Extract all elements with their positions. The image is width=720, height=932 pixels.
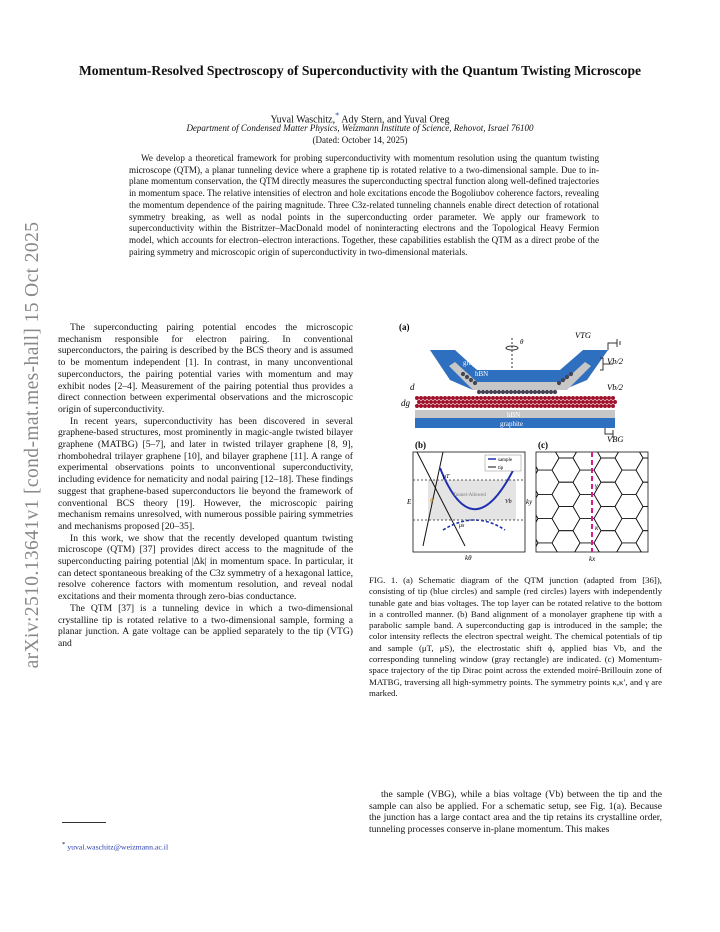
tip-atom bbox=[461, 372, 465, 376]
sample-atom bbox=[447, 396, 451, 400]
figure-svg bbox=[395, 318, 665, 573]
tip-atom bbox=[561, 378, 565, 382]
sample-atom bbox=[523, 404, 527, 408]
sample-atom bbox=[495, 396, 499, 400]
sample-atom bbox=[423, 404, 427, 408]
sample-atom bbox=[597, 400, 601, 404]
sample-atom bbox=[591, 396, 595, 400]
sample-atom bbox=[567, 396, 571, 400]
sample-atom bbox=[525, 400, 529, 404]
author-first: Yuval Waschitz, bbox=[270, 114, 336, 126]
vtg-label: VTG bbox=[575, 330, 592, 340]
tip-atom bbox=[549, 390, 553, 394]
panel-b-label: (b) bbox=[415, 440, 426, 450]
vbg-label: VBG bbox=[607, 434, 624, 444]
vb-top-label: Vb/2 bbox=[607, 356, 624, 366]
footnote-mark: * bbox=[62, 841, 66, 848]
sample-atom bbox=[443, 396, 447, 400]
sample-atom bbox=[583, 396, 587, 400]
sample-atom bbox=[445, 400, 449, 404]
axis-kx-label: kx bbox=[589, 555, 596, 563]
sample-atom bbox=[605, 400, 609, 404]
sample-atom bbox=[451, 396, 455, 400]
graphite-top-label: graphite bbox=[463, 359, 486, 367]
hbn-top-label: hBN bbox=[475, 370, 489, 378]
vb-bottom-label: Vb/2 bbox=[607, 382, 624, 392]
sample-atom bbox=[419, 396, 423, 400]
sample-atom bbox=[415, 396, 419, 400]
sample-atom bbox=[527, 396, 531, 400]
gate-battery-icon bbox=[608, 339, 620, 350]
sample-atom bbox=[589, 400, 593, 404]
sample-atom bbox=[557, 400, 561, 404]
sample-atom bbox=[507, 396, 511, 400]
tip-atom bbox=[473, 381, 477, 385]
sample-atom bbox=[519, 404, 523, 408]
hexagon bbox=[510, 555, 538, 573]
sample-atom bbox=[459, 404, 463, 408]
email-link[interactable]: yuval.waschitz@weizmann.ac.il bbox=[67, 842, 169, 852]
sample-atom bbox=[457, 400, 461, 404]
sample-atom bbox=[475, 404, 479, 408]
sample-atom bbox=[613, 400, 617, 404]
sample-atom bbox=[429, 400, 433, 404]
sample-atom bbox=[575, 396, 579, 400]
affiliation: Department of Condensed Matter Physics, Weizmann Institute of Science, Rehovot, Israel 76100 bbox=[186, 123, 534, 133]
vb-window-label: Vb bbox=[505, 499, 512, 505]
axis-e-label: E bbox=[407, 498, 412, 506]
sample-atom bbox=[499, 404, 503, 408]
sample-atom bbox=[543, 396, 547, 400]
sample-atom bbox=[443, 404, 447, 408]
sample-atom bbox=[435, 404, 439, 408]
sample-atom bbox=[491, 404, 495, 408]
sample-atom bbox=[467, 404, 471, 408]
hbn-bottom-label: hBN bbox=[507, 411, 521, 419]
tip-atom bbox=[513, 390, 517, 394]
sample-atom bbox=[499, 396, 503, 400]
sample-atom bbox=[431, 396, 435, 400]
sample-atom bbox=[521, 400, 525, 404]
tip-atom bbox=[569, 372, 573, 376]
sample-atom bbox=[469, 400, 473, 404]
paragraph: The QTM [37] is a tunneling device in which a two-dimensional crystalline tip is rotated relative to a two-dimensional sample, forming a planar junction. A gate voltage can be applied separately to the tip (VTG) and bbox=[58, 602, 353, 649]
forbidden-label: Tunnel-Allowed bbox=[453, 493, 486, 498]
sample-atom bbox=[507, 404, 511, 408]
sample-atom bbox=[563, 396, 567, 400]
sample-atom bbox=[611, 404, 615, 408]
sample-atom bbox=[527, 404, 531, 408]
tip-atom bbox=[493, 390, 497, 394]
footnote bbox=[62, 841, 168, 852]
sample-atom bbox=[595, 396, 599, 400]
author-mark: * bbox=[335, 111, 340, 120]
tip-atom bbox=[505, 390, 509, 394]
sample-atom bbox=[573, 400, 577, 404]
sample-atom bbox=[599, 396, 603, 400]
sample-atom bbox=[529, 400, 533, 404]
sample-atom bbox=[511, 396, 515, 400]
sample-atom bbox=[463, 404, 467, 408]
sample-atom bbox=[417, 400, 421, 404]
sample-atom bbox=[537, 400, 541, 404]
sample-atom bbox=[493, 400, 497, 404]
sample-atom bbox=[561, 400, 565, 404]
body-right-column bbox=[369, 789, 662, 836]
sample-atom bbox=[419, 404, 423, 408]
sample-atom bbox=[513, 400, 517, 404]
sample-atom bbox=[543, 404, 547, 408]
legend-sample: sample bbox=[498, 458, 513, 463]
sample-atom bbox=[487, 396, 491, 400]
tip-atom bbox=[481, 390, 485, 394]
sample-atom bbox=[491, 396, 495, 400]
sample-atom bbox=[489, 400, 493, 404]
tip-atom bbox=[477, 390, 481, 394]
sample-atom bbox=[455, 404, 459, 408]
paragraph: the sample (VBG), while a bias voltage (Vb) between the tip and the sample can also be applied. For a schematic setup, see Fig. 1(a). Because the junction has a large contact area and the tip retains its crystalline order, tunneling processes conserve in-plane momentum. This makes bbox=[369, 789, 662, 836]
mu-s-label: μs bbox=[459, 523, 465, 529]
paragraph: In this work, we show that the recently developed quantum twisting microscope (QTM) [37] provides direct access to the magnitude of the superconducting pairing potential |Δk| in momentum space. In particular, it can detect spontaneous breaking of the C3z symmetry of a hexagonal lattice, resolve coherence factors with momentum resolution, and reveal nodal excitations and their momenta through zero-bias conductance. bbox=[58, 532, 353, 603]
tip-atom bbox=[521, 390, 525, 394]
sample-atom bbox=[559, 404, 563, 408]
footnote-rule bbox=[62, 822, 106, 823]
tip-atom bbox=[469, 378, 473, 382]
sample-atom bbox=[523, 396, 527, 400]
sample-atoms bbox=[415, 396, 617, 408]
sample-atom bbox=[481, 400, 485, 404]
sample-atom bbox=[473, 400, 477, 404]
sample-atom bbox=[497, 400, 501, 404]
sample-atom bbox=[541, 400, 545, 404]
sample-atom bbox=[483, 404, 487, 408]
sample-atom bbox=[575, 404, 579, 408]
sample-atom bbox=[441, 400, 445, 404]
sample-atom bbox=[531, 396, 535, 400]
tip-atom bbox=[501, 390, 505, 394]
sample-atom bbox=[539, 396, 543, 400]
hexagon bbox=[636, 555, 664, 573]
sample-atom bbox=[471, 404, 475, 408]
sample-atom bbox=[603, 404, 607, 408]
theta-label: θ bbox=[520, 338, 524, 346]
sample-atom bbox=[547, 404, 551, 408]
tip-atom bbox=[509, 390, 513, 394]
arxiv-sidebar bbox=[18, 210, 48, 680]
abstract bbox=[129, 153, 599, 258]
legend-tip: tip bbox=[498, 466, 504, 471]
panel-c-label: (c) bbox=[538, 440, 548, 450]
hexagon bbox=[552, 555, 580, 573]
sample-atom bbox=[579, 404, 583, 408]
sample-atom bbox=[581, 400, 585, 404]
sample-atom bbox=[611, 396, 615, 400]
sample-atom bbox=[459, 396, 463, 400]
sample-atom bbox=[579, 396, 583, 400]
tip-atom bbox=[537, 390, 541, 394]
body-left-column bbox=[58, 322, 353, 650]
tip-atom bbox=[465, 375, 469, 379]
sample-atom bbox=[485, 400, 489, 404]
sample-atom bbox=[495, 404, 499, 408]
sample-atom bbox=[563, 404, 567, 408]
sample-atom bbox=[555, 396, 559, 400]
sample-atom bbox=[421, 400, 425, 404]
gamma-label: γ bbox=[595, 482, 598, 490]
sample-atom bbox=[587, 396, 591, 400]
dg-label: dg bbox=[401, 398, 410, 408]
sample-atom bbox=[599, 404, 603, 408]
sample-atom bbox=[427, 396, 431, 400]
sample-atom bbox=[593, 400, 597, 404]
axis-ky-label: ky bbox=[526, 498, 533, 506]
sample-atom bbox=[591, 404, 595, 408]
sample-atom bbox=[503, 404, 507, 408]
sample-atom bbox=[465, 400, 469, 404]
figure-caption: FIG. 1. (a) Schematic diagram of the QTM junction (adapted from [36]), consisting of tip (blue circles) and sample (red circles) layers with independently tunable gate and bias voltages. The top layer can be rotated relative to the bottom in a controlled manner. (b) Band alignment of a monolayer graphene tip with a parabolic sample band. A superconducting gap is introduced in the sample; the color intensity reflects the electron spectral weight. The chemical potentials of tip and sample (μT, μS), the electrostatic shift ϕ, applied bias Vb, and the corresponding tunneling window (gray rectangle) are indicated. (c) Momentum-space trajectory of the tip Dirac point across the extended moiré-Brillouin zone of MATBG, traversing all high-symmetry points. The symmetry points κ,κ′, and γ are marked. bbox=[369, 575, 662, 698]
sample-atom bbox=[461, 400, 465, 404]
tip-atom bbox=[565, 375, 569, 379]
sample-atom bbox=[515, 404, 519, 408]
tip-atom bbox=[489, 390, 493, 394]
abstract-text: We develop a theoretical framework for probing superconductivity with momentum resolution using the quantum twisting microscope (QTM), a planar tunneling device where a graphene tip is rotated relative to a two-dimensional sample. Due to in-plane momentum conservation, the QTM directly measures the superconducting spectral function along well-defined trajectories in momentum space. The relative intensities of electron and hole excitations encode the Bogoliubov coherence factors, revealing the momentum dependence of the pairing magnitude. Three C3z-related tunneling channels enable direct detection of rotational symmetry breaking, as well as nodal points in the superconducting order parameter. We apply our framework to superconductivity within the Bistritzer–MacDonald model of noninteracting electrons and the Topological Heavy Fermion model, which accounts for electron–electron interactions. Together, these capabilities establish the QTM as a direct probe of the pairing symmetry and microscopic origin of superconductivity in two-dimensional materials. bbox=[129, 153, 599, 257]
sample-atom bbox=[551, 396, 555, 400]
sample-atom bbox=[455, 396, 459, 400]
tip-atom bbox=[557, 381, 561, 385]
sample-atom bbox=[571, 404, 575, 408]
kappa-label: κ bbox=[595, 524, 599, 532]
sample-atom bbox=[601, 400, 605, 404]
sample-atom bbox=[515, 396, 519, 400]
paper-title: Momentum-Resolved Spectroscopy of Superconductivity with the Quantum Twisting Microscope bbox=[78, 63, 642, 78]
sample-atom bbox=[449, 400, 453, 404]
sample-atom bbox=[577, 400, 581, 404]
sample-atom bbox=[479, 396, 483, 400]
sample-atom bbox=[531, 404, 535, 408]
sample-atom bbox=[425, 400, 429, 404]
sample-atom bbox=[477, 400, 481, 404]
sample-atom bbox=[569, 400, 573, 404]
paragraph: The superconducting pairing potential encodes the microscopic mechanism responsible for electron pairing. In conventional superconductors, the pairing is described by the BCS theory and is assumed to be momentum independent [1]. In contrast, in many unconventional superconductors, the pairing potential varies with momentum and may exhibit nodes [2–4]. Measurement of the pairing potential thus provides a direct connection between experimental observations and the microscopic origin of superconductivity. bbox=[58, 322, 353, 415]
phi-label: ϕ bbox=[430, 498, 434, 504]
sample-atom bbox=[571, 396, 575, 400]
sample-atom bbox=[555, 404, 559, 408]
sample-atom bbox=[503, 396, 507, 400]
figure-1 bbox=[395, 318, 665, 573]
axis-k-theta-label: kθ bbox=[465, 554, 472, 562]
tip-atom bbox=[541, 390, 545, 394]
sample-atom bbox=[603, 396, 607, 400]
sample-atom bbox=[587, 404, 591, 408]
graphite-bottom-label: graphite bbox=[500, 420, 523, 428]
sample-atom bbox=[427, 404, 431, 408]
arxiv-id: arXiv:2510.13641v1 [cond-mat.mes-hall] 15 Oct 2025 bbox=[22, 221, 43, 669]
sample-atom bbox=[551, 404, 555, 408]
sample-atom bbox=[471, 396, 475, 400]
sample-atom bbox=[585, 400, 589, 404]
dated: (Dated: October 14, 2025) bbox=[312, 135, 408, 145]
tip-atom bbox=[553, 390, 557, 394]
tip-atom bbox=[545, 390, 549, 394]
sample-atom bbox=[435, 396, 439, 400]
sample-atom bbox=[415, 404, 419, 408]
sample-atom bbox=[567, 404, 571, 408]
sample-atom bbox=[547, 396, 551, 400]
sample-atom bbox=[437, 400, 441, 404]
sample-atom bbox=[607, 396, 611, 400]
sample-atom bbox=[535, 404, 539, 408]
sample-atom bbox=[549, 400, 553, 404]
sample-atom bbox=[487, 404, 491, 408]
tip-atom bbox=[525, 390, 529, 394]
sample-atom bbox=[433, 400, 437, 404]
sample-atom bbox=[583, 404, 587, 408]
sample-atom bbox=[467, 396, 471, 400]
sample-atom bbox=[609, 400, 613, 404]
sample-atom bbox=[479, 404, 483, 408]
sample-atom bbox=[511, 404, 515, 408]
paragraph: In recent years, superconductivity has been discovered in several graphene-based structures, most prominently in magic-angle twisted bilayer graphene (MATBG) [5–7], and later in twisted trilayer graphene [8, 9], rhombohedral trilayer graphene [10], and bilayer graphene [11]. A range of experimental observations points to unconventional superconductivity, including evidence for nematicity and nodal pairing [12–18]. These findings suggest that graphene-based superconductors lie beyond the framework of conventional BCS theory [19]. However, the microscopic pairing mechanism remains unresolved, with numerous possible pairing symmetries and mechanisms proposed [20–35]. bbox=[58, 415, 353, 532]
sample-atom bbox=[607, 404, 611, 408]
sample-atom bbox=[535, 396, 539, 400]
authors-rest: Ady Stern, and Yuval Oreg bbox=[339, 114, 450, 126]
sample-atom bbox=[553, 400, 557, 404]
tip-atom bbox=[517, 390, 521, 394]
sample-atom bbox=[423, 396, 427, 400]
sample-atom bbox=[559, 396, 563, 400]
sample-atom bbox=[533, 400, 537, 404]
sample-atom bbox=[545, 400, 549, 404]
sample-atom bbox=[517, 400, 521, 404]
sample-atom bbox=[505, 400, 509, 404]
sample-atom bbox=[565, 400, 569, 404]
sample-atom bbox=[595, 404, 599, 408]
tip-atom bbox=[485, 390, 489, 394]
sample-atom bbox=[439, 404, 443, 408]
hexagon bbox=[594, 555, 622, 573]
sample-atom bbox=[519, 396, 523, 400]
tip-atom bbox=[497, 390, 501, 394]
sample-atom bbox=[483, 396, 487, 400]
mu-t-label: μT bbox=[443, 474, 450, 480]
sample-atom bbox=[539, 404, 543, 408]
d-label: d bbox=[410, 382, 415, 392]
sample-atom bbox=[431, 404, 435, 408]
sample-atom bbox=[501, 400, 505, 404]
sample-atom bbox=[453, 400, 457, 404]
tip-atom bbox=[529, 390, 533, 394]
sample-atom bbox=[447, 404, 451, 408]
panel-a-label: (a) bbox=[399, 322, 410, 332]
sample-atom bbox=[451, 404, 455, 408]
sample-atom bbox=[439, 396, 443, 400]
tip-atom bbox=[533, 390, 537, 394]
sample-atom bbox=[463, 396, 467, 400]
sample-atom bbox=[509, 400, 513, 404]
sample-atom bbox=[475, 396, 479, 400]
